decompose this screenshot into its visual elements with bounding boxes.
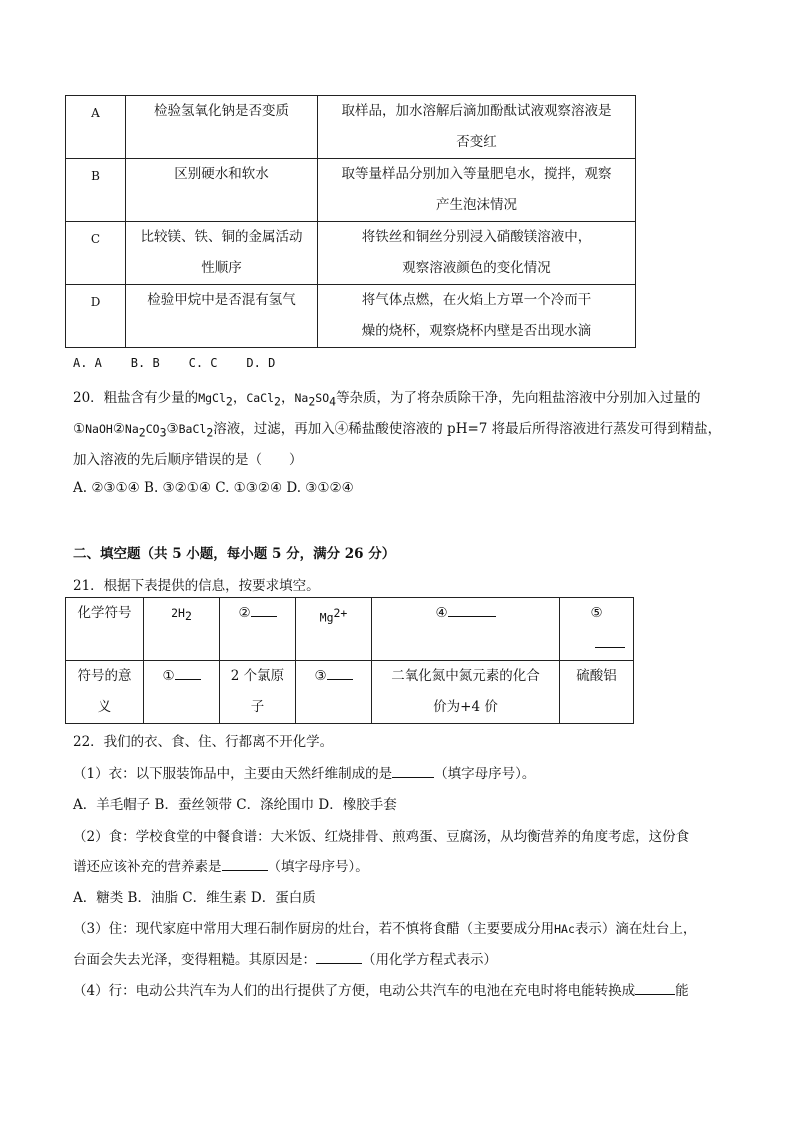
q19-choices: A. A B. B C. C D. D [73, 356, 276, 370]
experiment-table [65, 95, 636, 348]
answer-blank[interactable] [392, 764, 434, 778]
answer-blank[interactable] [448, 603, 496, 617]
cell-blank-3: ③ [296, 661, 372, 724]
purpose-cell: 检验氢氧化钠是否变质 [126, 96, 318, 159]
purpose-cell: 区别硬水和软水 [126, 159, 318, 222]
q22-intro: 22．我们的衣、食、住、行都离不开化学。 [73, 734, 334, 750]
method-cell: 取等量样品分别加入等量肥皂水，搅拌，观察 产生泡沫情况 [318, 159, 636, 222]
q21-intro: 21．根据下表提供的信息，按要求填空。 [73, 578, 320, 594]
q20-choices: A. ②③①④ B. ③②①④ C. ①③②④ D. ③①②④ [73, 480, 354, 496]
purpose-cell: 检验甲烷中是否混有氢气 [126, 285, 318, 348]
q22-p3-line1: （3）住：现代家庭中常用大理石制作厨房的灶台，若不慎将食醋（主要要成分用HAc表示）滴在灶台上， [73, 921, 697, 937]
q22-p4-line1: （4）行：电动公共汽车为人们的出行提供了方便，电动公共汽车的电池在充电时将电能转换成 能 [73, 983, 689, 999]
method-cell: 将铁丝和铜丝分别浸入硝酸镁溶液中， 观察溶液颜色的变化情况 [318, 222, 636, 285]
method-cell: 取样品，加水溶解后滴加酚酞试液观察溶液是 否变红 [318, 96, 636, 159]
table-row [66, 661, 634, 724]
q22-p1: （1）衣：以下服装饰品中，主要由天然纤维制成的是 （填字母序号）。 [73, 766, 536, 782]
answer-blank[interactable] [222, 857, 268, 871]
answer-blank[interactable] [251, 603, 277, 617]
q22-p1-choices: A．羊毛帽子 B．蚕丝领带 C．涤纶围巾 D．橡胶手套 [73, 797, 397, 813]
row-header: 符号的意 义 [66, 661, 144, 724]
table-row [66, 598, 634, 661]
option-cell: C [66, 222, 126, 285]
answer-blank[interactable] [327, 666, 353, 680]
q20-line3: 加入溶液的先后顺序错误的是（ ） [73, 452, 303, 468]
q22-p2-choices: A．糖类 B．油脂 C．维生素 D．蛋白质 [73, 890, 316, 906]
option-cell: A [66, 96, 126, 159]
section-heading: 二、填空题（共 5 小题，每小题 5 分，满分 26 分） [73, 546, 396, 562]
q22-p2-line2: 谱还应该补充的营养素是 （填字母序号）。 [73, 859, 369, 875]
table-row [66, 285, 636, 348]
cell-blank-1: ① [144, 661, 220, 724]
option-cell: D [66, 285, 126, 348]
table-row [66, 222, 636, 285]
row-header: 化学符号 [66, 598, 144, 661]
answer-blank[interactable] [175, 666, 201, 680]
cell-mg: $Mg^{2+}$ [296, 598, 372, 661]
cell-blank-5: ⑤ [560, 598, 634, 661]
table-row [66, 96, 636, 159]
q22-p2-line1: （2）食：学校食堂的中餐食谱：大米饭、红烧排骨、煎鸡蛋、豆腐汤，从均衡营养的角度考虑，这份食 [73, 829, 690, 845]
q20-line2: $①NaOH②Na_2CO_3③BaCl_2$溶液，过滤，再加入④稀盐酸使溶液的 pH=7 将最后所得溶液进行蒸发可得到精盐， [73, 421, 722, 440]
symbol-table [65, 597, 634, 724]
cell-blank-2: ② [220, 598, 296, 661]
q22-p3-line2: 台面会失去光泽，变得粗糙。其原因是： （用化学方程式表示） [73, 952, 497, 968]
answer-blank[interactable] [316, 950, 362, 964]
cell-al: 硫酸铝 [560, 661, 634, 724]
cell-2h2: $2H_2$ [144, 598, 220, 661]
answer-blank[interactable] [635, 981, 675, 995]
answer-blank[interactable] [595, 634, 625, 648]
option-cell: B [66, 159, 126, 222]
q20-line1: 20．粗盐含有少量的MgCl$_2$，CaCl$_2$，$Na_2SO_4$等杂质，为了将杂质除干净，先向粗盐溶液中分别加入过量的 [73, 390, 701, 409]
purpose-cell: 比较镁、铁、铜的金属活动 性顺序 [126, 222, 318, 285]
method-cell: 将气体点燃，在火焰上方罩一个冷而干 燥的烧杯，观察烧杯内壁是否出现水滴 [318, 285, 636, 348]
cell-blank-4: ④ [372, 598, 560, 661]
table-row [66, 159, 636, 222]
cell-cl: 2 个氯原 子 [220, 661, 296, 724]
cell-no2: 二氧化氮中氮元素的化合 价为+4 价 [372, 661, 560, 724]
